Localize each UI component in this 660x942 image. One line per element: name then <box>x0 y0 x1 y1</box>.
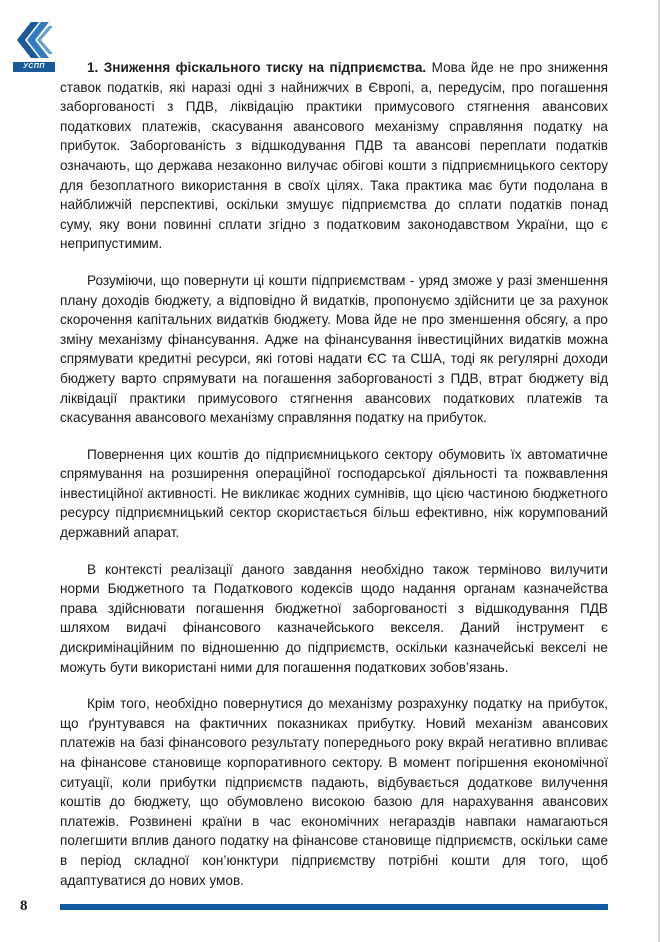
logo <box>13 18 55 72</box>
logo-emblem-icon <box>13 18 55 62</box>
article-body <box>60 58 608 907</box>
section-heading: 1. Зниження фіскального тиску на підприємства. <box>87 60 427 75</box>
paragraph-3: Повернення цих коштів до підприємницького сектору обумовить їх автоматичне спрямування на розширення операційної господарської діяльності та пожвавлення інвестиційної активності. Не викликає жодних сумнівів, що цією частиною бюджетного ресурсу підприємницький сектор скористається більш ефективно, ніж корумпований державний апарат. <box>60 446 608 541</box>
footer-rule <box>60 904 608 910</box>
paragraph-1 <box>60 58 608 254</box>
logo-label: УСПП <box>13 62 55 72</box>
paragraph-2: Розуміючи, що повернути ці кошти підприємствам - уряд зможе у разі зменшення плану доходів бюджету, а відповідно й видатків, пропонуємо здійснити це за рахунок скорочення капітальних видатків бюджету. Мова йде не про зменшення обсягу, а про зміну механізму фінансування. Адже на фінансування інвестиційних видатків можна спрямувати кредитні ресурси, які готові надати ЄС та США, тоді як регулярні доходи бюджету варто спрямувати на погашення заборгованості з ПДВ, втрат бюджету від ліквідації практики примусового стягнення авансових податкових платежів та скасування авансового механізму справляння податку на прибуток. <box>60 272 608 426</box>
paragraph-5: Крім того, необхідно повернутися до механізму розрахунку податку на прибуток, що ґрунтувався на фактичних показниках прибутку. Новий механізм авансових платежів на базі фінансового результату попереднього року вкрай негативно впливає на фінансове становище корпоративного сектору. В момент погіршення економічної ситуації, коли прибутки підприємств падають, відбувається додаткове вилучення коштів до бюджету, що обумовлено високою базою для нарахування авансових платежів. Розвинені країни в час економічних негараздів навпаки намагаються полегшити вплив даного податку на фінансове становище підприємств, оскільки саме в період складної кон’юнктури підприємству потрібні кошти для того, щоб адаптуватися до нових умов. <box>60 696 608 888</box>
page-number: 8 <box>20 898 28 914</box>
paragraph-4: В контексті реалізації даного завдання необхідно також терміново вилучити норми Бюджетного та Податкового кодексів щодо надання органам казначейства права здійснювати погашення бюджетної заборгованості з відшкодування ПДВ шляхом видачі фінансового казначейського векселя. Даний інструмент є дискримінаційним по відношенню до підприємств, оскільки казначейські векселі не можуть бути використані ними для погашення податкових зобов’язань. <box>60 561 608 675</box>
paragraph-text: Мова йде не про зниження ставок податків, які наразі одні з найнижчих в Європі, а, передусім, про погашення заборгованості з ПДВ, ліквідацію практики примусового стягнення авансових податкових платежів, скасування авансового механізму справляння податку на прибуток. Заборгованість з відшкодування ПДВ та авансові переплати податків означають, що держава незаконно вилучає обігові кошти з підприємницького сектору для безоплатного використання в своїх цілях. Така практика має бути подолана в найближчій перспективі, оскільки змушує підприємства до сплати податків понад суму, яку вони повинні сплати згідно з податковим законодавством України, що є неприпустимим. <box>60 60 608 252</box>
